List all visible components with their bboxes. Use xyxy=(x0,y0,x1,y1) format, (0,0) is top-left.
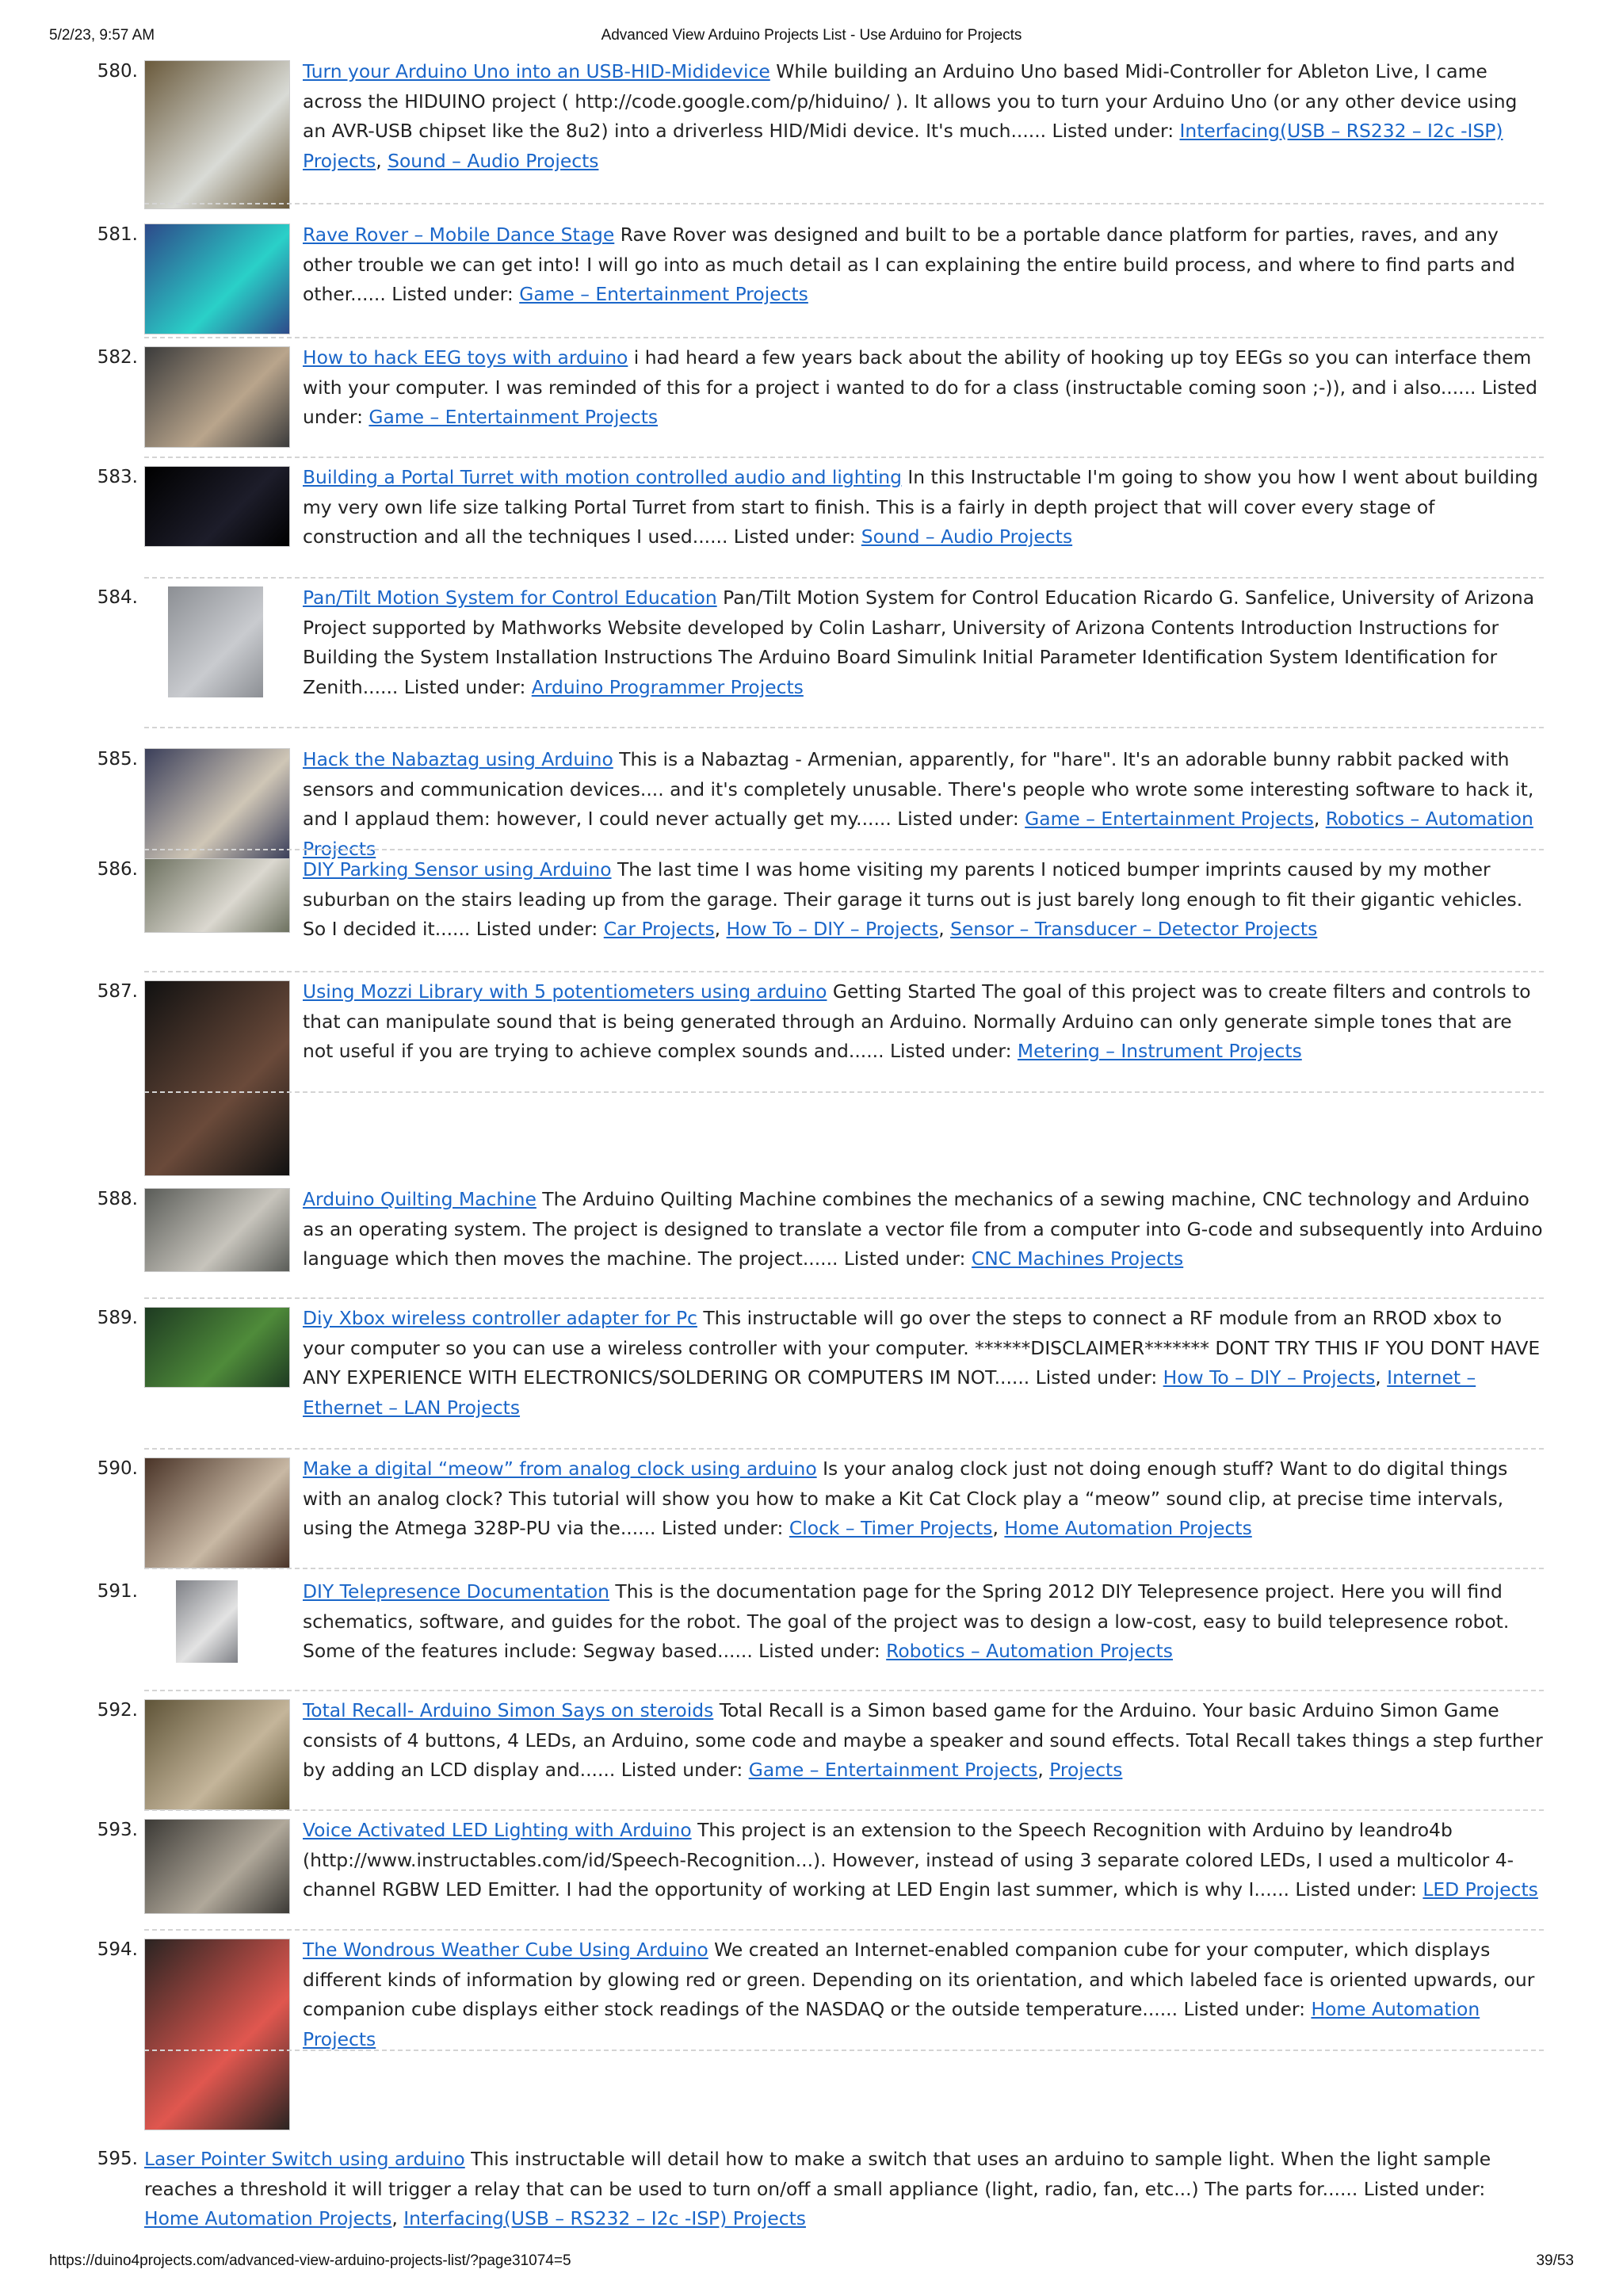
project-description: In this Instructable I'm going to show you how I went about building my very own life size talking Portal Turret from start to finish. This is a fairly in depth project that will cover every stage of construction and all the techniques I used...... xyxy=(303,466,1538,548)
project-description: Getting Started The goal of this project was to create filters and controls to that can manipulate sound that is being generated through an Arduino. Normally Arduino can only generate simple tones that are not useful if you are trying to achieve complex sounds and...... xyxy=(303,980,1531,1062)
entry-number: 582. xyxy=(97,347,138,368)
project-title-link[interactable]: Arduino Quilting Machine xyxy=(303,1188,537,1210)
category-link[interactable]: Sound – Audio Projects xyxy=(388,149,599,172)
project-title-link[interactable]: Diy Xbox wireless controller adapter for Pc xyxy=(303,1307,697,1329)
entry-text xyxy=(303,1454,1544,1544)
print-footer xyxy=(49,2252,1574,2270)
listed-under-label: Listed under: xyxy=(655,1517,789,1539)
project-thumbnail[interactable] xyxy=(144,1457,290,1568)
print-title: Advanced View Arduino Projects List - Use Arduino for Projects xyxy=(601,27,1022,44)
entry-number: 586. xyxy=(97,859,138,880)
project-description: The Arduino Quilting Machine combines the mechanics of a sewing machine, CNC technology and Arduino as an operating system. The project is designed to translate a vector file from a computer into G-code and subsequently into Arduino language which then moves the machine. The project...... xyxy=(303,1188,1543,1270)
category-link[interactable]: Interfacing(USB – RS232 – I2c -ISP) Projects xyxy=(303,120,1503,172)
category-link[interactable]: Metering – Instrument Projects xyxy=(1017,1040,1302,1062)
project-thumbnail[interactable] xyxy=(144,1307,290,1388)
project-description: Is your analog clock just not doing enough stuff? Want to do digital things with an analog clock? This tutorial will show you how to make a Kit Cat Clock play a “meow” sound clip, at precise time intervals, using the Atmega 328P-PU via the...... xyxy=(303,1457,1508,1539)
entry-divider xyxy=(144,577,1544,579)
project-thumbnail[interactable] xyxy=(144,858,290,933)
category-link[interactable]: Home Automation Projects xyxy=(303,1998,1480,2050)
listed-under-label: Listed under: xyxy=(398,675,532,698)
entry-divider xyxy=(144,1929,1544,1931)
listed-under-label: Listed under: xyxy=(1358,2177,1486,2200)
project-title-link[interactable]: Using Mozzi Library with 5 potentiometers using arduino xyxy=(303,980,827,1003)
listed-under-label: Listed under: xyxy=(470,918,604,940)
project-title-link[interactable]: Turn your Arduino Uno into an USB-HID-Mididevice xyxy=(303,60,770,82)
entry-text xyxy=(303,1304,1544,1423)
category-link[interactable]: Arduino Programmer Projects xyxy=(531,675,804,698)
category-link[interactable]: Game – Entertainment Projects xyxy=(1025,808,1314,830)
category-link[interactable]: Game – Entertainment Projects xyxy=(519,283,808,305)
project-thumbnail[interactable] xyxy=(144,1188,290,1272)
entry-divider xyxy=(144,849,1544,850)
entry-number: 591. xyxy=(97,1581,138,1602)
entry-text xyxy=(144,2145,1544,2234)
project-thumbnail[interactable] xyxy=(144,60,290,209)
project-title-link[interactable]: Building a Portal Turret with motion controlled audio and lighting xyxy=(303,466,902,488)
project-thumbnail[interactable] xyxy=(144,346,290,448)
entry-divider xyxy=(144,457,1544,458)
entry-number: 583. xyxy=(97,467,138,487)
category-separator: , xyxy=(1375,1366,1388,1389)
project-title-link[interactable]: How to hack EEG toys with arduino xyxy=(303,346,628,369)
category-separator: , xyxy=(1313,808,1326,830)
category-link[interactable]: Interfacing(USB – RS232 – I2c -ISP) Projects xyxy=(403,2207,806,2229)
entry-number: 587. xyxy=(97,981,138,1002)
entry-number: 588. xyxy=(97,1189,138,1209)
entry-number: 581. xyxy=(97,224,138,245)
entry-text xyxy=(303,583,1544,702)
project-title-link[interactable]: Make a digital “meow” from analog clock using arduino xyxy=(303,1457,817,1480)
entry-text xyxy=(303,1816,1544,1905)
entry-divider xyxy=(144,203,1544,204)
entry-divider xyxy=(144,1568,1544,1569)
project-title-link[interactable]: Voice Activated LED Lighting with Arduino xyxy=(303,1819,692,1841)
entry-number: 585. xyxy=(97,749,138,770)
category-link[interactable]: Home Automation Projects xyxy=(144,2207,392,2229)
entry-text xyxy=(303,1935,1544,2054)
project-description: This instructable will detail how to make a switch that uses an arduino to sample light. When the light sample reaches a threshold it will trigger a relay that can be used to turn on/off a small appliance (light, radio, fan, etc...) The parts for...... xyxy=(144,2148,1491,2200)
print-datetime: 5/2/23, 9:57 AM xyxy=(49,27,155,44)
category-link[interactable]: Robotics – Automation Projects xyxy=(303,808,1533,860)
listed-under-label: Listed under: xyxy=(385,283,520,305)
project-thumbnail[interactable] xyxy=(168,586,263,697)
project-description: This instructable will go over the steps to connect a RF module from an RROD xbox to your computer so you can use a wireless controller with your computer. ******DISCLAIMER******* DONT TRY THIS IF YOU DONT HAVE ANY EXPERIENCE WITH ELECTRONICS/SOLDERING OR COMPUTERS IM NOT...... xyxy=(303,1307,1541,1389)
project-description: i had heard a few years back about the ability of hooking up toy EEGs so you can interface them with your computer. I was reminded of this for a project i wanted to do for a class (instructable coming soon ;-)), and i also...... xyxy=(303,346,1532,399)
project-description: This is the documentation page for the Spring 2012 DIY Telepresence project. Here you will find schematics, software, and guides for the robot. The goal of the project was to design a low-cost, easy to build telepresence robot. Some of the features include: Segway based...... xyxy=(303,1580,1510,1662)
entry-number: 584. xyxy=(97,587,138,608)
category-link[interactable]: Game – Entertainment Projects xyxy=(748,1759,1038,1781)
entry-text xyxy=(303,745,1544,864)
entry-number: 590. xyxy=(97,1458,138,1479)
print-url: https://duino4projects.com/advanced-view-arduino-projects-list/?page31074=5 xyxy=(49,2252,571,2269)
project-description: This project is an extension to the Speech Recognition with Arduino by leandro4b (http://www.instructables.com/id/Speech-Recognition...). However, instead of using 3 separate colored LEDs, I used a multicolor 4-channel RGBW LED Emitter. I had the opportunity of working at LED Engin last summer, which is why I...... xyxy=(303,1819,1514,1901)
project-title-link[interactable]: Rave Rover – Mobile Dance Stage xyxy=(303,223,615,246)
entry-divider xyxy=(144,727,1544,728)
project-description: Rave Rover was designed and built to be a portable dance platform for parties, raves, and any other trouble we can get into! I will go into as much detail as I can explaining the entire build process, and where to find parts and other...... xyxy=(303,223,1515,305)
category-link[interactable]: Sound – Audio Projects xyxy=(861,525,1073,548)
entry-text xyxy=(303,220,1544,310)
project-thumbnail[interactable] xyxy=(144,1939,290,2130)
project-thumbnail[interactable] xyxy=(144,980,290,1176)
category-link[interactable]: LED Projects xyxy=(1423,1878,1538,1901)
category-separator: , xyxy=(376,149,388,172)
entry-number: 593. xyxy=(97,1820,138,1840)
category-separator: , xyxy=(1037,1759,1050,1781)
category-link[interactable]: Projects xyxy=(1049,1759,1123,1781)
entry-divider xyxy=(144,1091,1544,1093)
category-link[interactable]: How To – DIY – Projects xyxy=(1163,1366,1376,1389)
project-description: This is a Nabaztag - Armenian, apparently, for "hare". It's an adorable bunny rabbit packed with sensors and communication devices.... and it's completely unusable. There's people who wrote some interesting software to hack it, and I applaud them: however, I could never actually get my...... xyxy=(303,748,1534,830)
entry-number: 589. xyxy=(97,1308,138,1328)
listed-under-label: Listed under: xyxy=(303,376,1538,428)
listed-under-label: Listed under: xyxy=(1178,1998,1312,2020)
project-thumbnail[interactable] xyxy=(144,1819,290,1914)
print-header xyxy=(49,27,1574,44)
project-title-link[interactable]: Laser Pointer Switch using arduino xyxy=(144,2148,465,2170)
listed-under-label: Listed under: xyxy=(1029,1366,1163,1389)
project-title-link[interactable]: DIY Parking Sensor using Arduino xyxy=(303,858,612,881)
entry-text xyxy=(303,855,1544,945)
entry-text xyxy=(303,1185,1544,1274)
category-separator: , xyxy=(391,2207,404,2229)
listed-under-label: Listed under: xyxy=(615,1759,749,1781)
listed-under-label: Listed under: xyxy=(884,1040,1018,1062)
entry-divider xyxy=(144,971,1544,972)
listed-under-label: Listed under: xyxy=(838,1247,972,1270)
category-link[interactable]: Game – Entertainment Projects xyxy=(369,406,659,428)
category-link[interactable]: CNC Machines Projects xyxy=(971,1247,1184,1270)
listed-under-label: Listed under: xyxy=(891,808,1025,830)
entry-text xyxy=(303,343,1544,433)
project-description: We created an Internet-enabled companion cube for your computer, which displays different kinds of information by glowing red or green. Depending on its orientation, and which labeled face is oriented upwards, our companion cube displays either stock readings of the NASDAQ or the outside temperature...... xyxy=(303,1939,1535,2020)
entry-divider xyxy=(144,1297,1544,1299)
entry-number: 580. xyxy=(97,61,138,82)
listed-under-label: Listed under: xyxy=(1046,120,1180,142)
project-title-link[interactable]: Total Recall- Arduino Simon Says on steroids xyxy=(303,1699,714,1721)
category-link[interactable]: Sensor – Transducer – Detector Projects xyxy=(950,918,1318,940)
category-link[interactable]: Clock – Timer Projects xyxy=(789,1517,993,1539)
entry-number: 592. xyxy=(97,1700,138,1721)
listed-under-label: Listed under: xyxy=(1289,1878,1423,1901)
category-link[interactable]: How To – DIY – Projects xyxy=(726,918,939,940)
category-link[interactable]: Robotics – Automation Projects xyxy=(886,1640,1173,1662)
project-description: Pan/Tilt Motion System for Control Education Ricardo G. Sanfelice, University of Arizona Project supported by Mathworks Website developed by Colin Lasharr, University of Arizona Contents Introduction Instructions for Building the System Installation Instructions The Arduino Board Simulink Initial Parameter Identification System Identification for Zenith...... xyxy=(303,586,1535,698)
entry-number: 594. xyxy=(97,1939,138,1960)
project-description: While building an Arduino Uno based Midi-Controller for Ableton Live, I came across the HIDUINO project ( http://code.google.com/p/hiduino/ ). It allows you to turn your Arduino Uno (or any other device using an AVR-USB chipset like the 8u2) into a driverless HID/Midi device. It's much...... xyxy=(303,60,1518,142)
entry-number: 595. xyxy=(97,2149,138,2169)
entry-text xyxy=(303,57,1544,176)
page-number: 39/53 xyxy=(1536,2252,1574,2269)
entry-divider xyxy=(144,1809,1544,1811)
project-thumbnail[interactable] xyxy=(144,223,290,334)
entry-divider xyxy=(144,2050,1544,2051)
project-description: Total Recall is a Simon based game for the Arduino. Your basic Arduino Simon Game consists of 4 buttons, 4 LEDs, an Arduino, some code and maybe a speaker and sound effects. Total Recall takes things a step further by adding an LCD display and...... xyxy=(303,1699,1543,1781)
entry-text xyxy=(303,1696,1544,1786)
project-title-link[interactable]: The Wondrous Weather Cube Using Arduino xyxy=(303,1939,708,1961)
category-separator: , xyxy=(714,918,727,940)
project-title-link[interactable]: DIY Telepresence Documentation xyxy=(303,1580,609,1603)
project-description: The last time I was home visiting my parents I noticed bumper imprints caused by my mother suburban on the stairs leading up from the garage. Their garage it turns out is just barely long enough to fit their gigantic vehicles. So I decided it...... xyxy=(303,858,1523,940)
listed-under-label: Listed under: xyxy=(752,1640,887,1662)
project-title-link[interactable]: Hack the Nabaztag using Arduino xyxy=(303,748,613,770)
entry-text xyxy=(303,977,1544,1067)
project-thumbnail[interactable] xyxy=(176,1580,238,1663)
listed-under-label: Listed under: xyxy=(727,525,861,548)
category-link[interactable]: Home Automation Projects xyxy=(1004,1517,1252,1539)
category-link[interactable]: Car Projects xyxy=(603,918,715,940)
category-link[interactable]: Internet – Ethernet – LAN Projects xyxy=(303,1366,1476,1419)
project-thumbnail[interactable] xyxy=(144,466,290,547)
project-thumbnail[interactable] xyxy=(144,1699,290,1810)
project-thumbnail[interactable] xyxy=(144,748,290,859)
category-separator: , xyxy=(938,918,951,940)
entry-text xyxy=(303,1577,1544,1667)
entry-divider xyxy=(144,1690,1544,1691)
entry-text xyxy=(303,463,1544,552)
project-title-link[interactable]: Pan/Tilt Motion System for Control Education xyxy=(303,586,717,609)
entry-divider xyxy=(144,337,1544,338)
category-separator: , xyxy=(992,1517,1005,1539)
entry-divider xyxy=(144,1448,1544,1450)
